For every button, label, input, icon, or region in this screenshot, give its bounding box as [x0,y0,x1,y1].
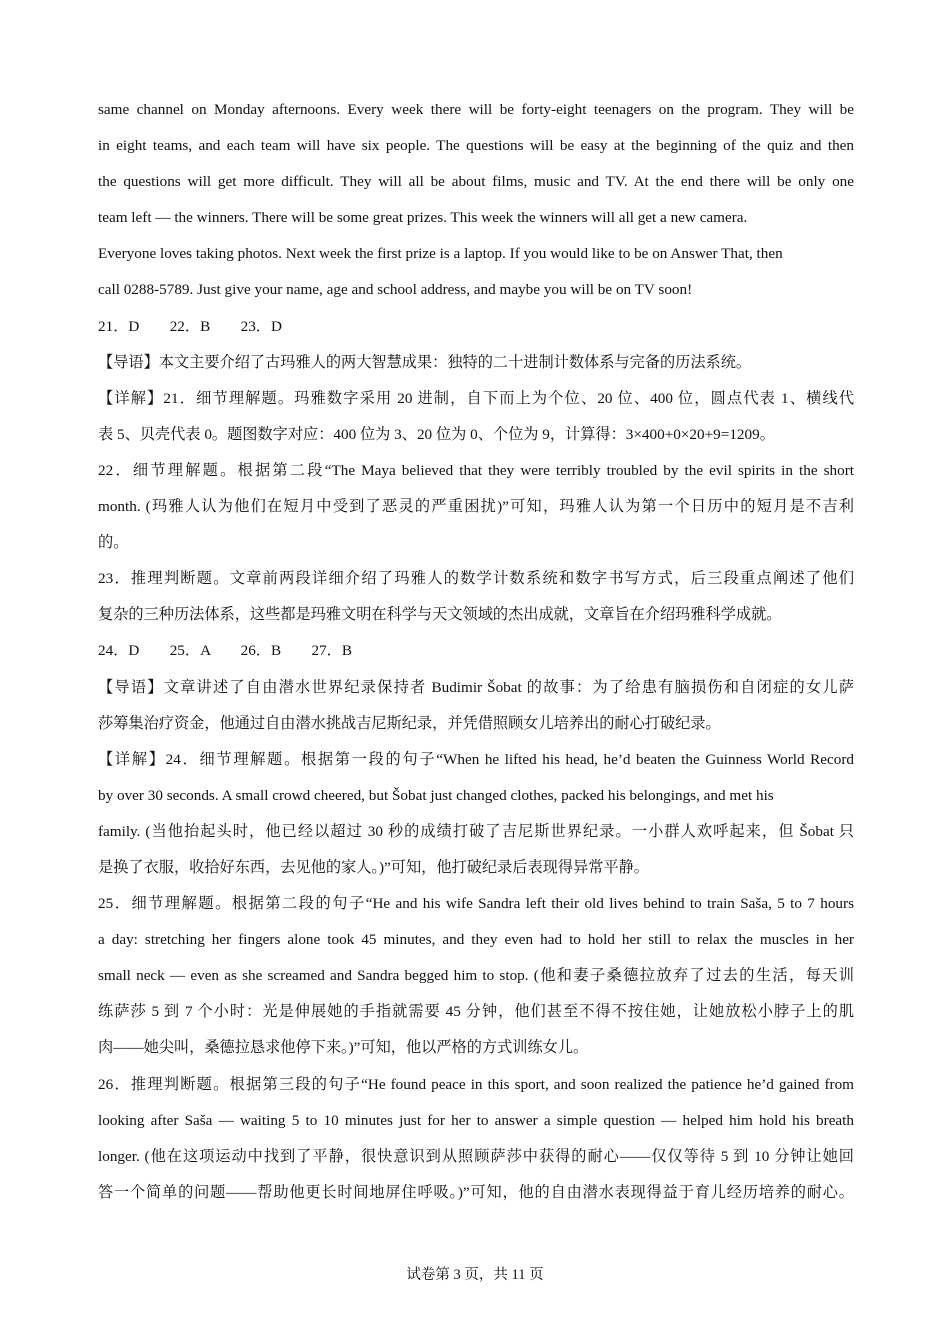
text-line: by over 30 seconds. A small crowd cheered, but Šobat just changed clothes, packed his belongings, and met his [98,786,774,804]
text-line: team left — the winners. There will be some great prizes. This week the winners will all get a new camera. [98,209,748,227]
text-line: 答一个简单的问题——帮助他更长时间地屏住呼吸。)”可知，他的自由潜水表现得益于育儿经历培养的耐心。 [98,1183,854,1201]
text-line: 25．细节理解题。根据第二段的句子“He and his wife Sandra left their old lives behind to train Saša, 5 to 7 hours [98,895,854,913]
text-line: same channel on Monday afternoons. Every week there will be forty-eight teenagers on the program. They will be [98,101,854,118]
text-line: the questions will get more difficult. They will all be about films, music and TV. At the end there will be only one [98,173,854,191]
document-body [98,92,854,1211]
text-line: month. (玛雅人认为他们在短月中受到了恶灵的严重困扰)”可知，玛雅人认为第一个日历中的短月是不吉利 [98,498,854,516]
text-line: 24．D 25．A 26．B 27．B [98,642,352,660]
text-line: Everyone loves taking photos. Next week the first prize is a laptop. If you would like to be on Answer That, then [98,245,783,263]
text-line: 复杂的三种历法体系，这些都是玛雅文明在科学与天文领域的杰出成就，文章旨在介绍玛雅科学成就。 [98,606,782,624]
text-line: 莎筹集治疗资金，他通过自由潜水挑战吉尼斯纪录，并凭借照顾女儿培养出的耐心打破纪录。 [98,714,721,732]
text-line: longer. (他在这项运动中找到了平静，很快意识到从照顾萨莎中获得的耐心——仅仅等待 5 到 10 分钟让她回 [98,1147,854,1165]
text-line: 【导语】文章讲述了自由潜水世界纪录保持者 Budimir Šobat 的故事：为了给患有脑损伤和自闭症的女儿萨 [98,678,854,696]
text-line: 23．推理判断题。文章前两段详细介绍了玛雅人的数学计数系统和数字书写方式，后三段重点阐述了他们 [98,570,854,588]
text-line: 肉——她尖叫，桑德拉恳求他停下来。)”可知，他以严格的方式训练女儿。 [98,1039,589,1057]
text-line: small neck — even as she screamed and Sandra begged him to stop. (他和妻子桑德拉放弃了过去的生活，每天训 [98,967,854,985]
text-line: 【详解】21．细节理解题。玛雅数字采用 20 进制，自下而上为个位、20 位、400 位，圆点代表 1、横线代 [98,389,854,407]
text-line: family. (当他抬起头时，他已经以超过 30 秒的成绩打破了吉尼斯世界纪录。一小群人欢呼起来，但 Šobat 只 [98,822,854,840]
text-line: 练萨莎 5 到 7 个小时：光是伸展她的手指就需要 45 分钟，他们甚至不得不按住她，让她放松小脖子上的肌 [98,1003,854,1021]
text-line: 26．推理判断题。根据第三段的句子“He found peace in this sport, and soon realized the patience he’d gained from [98,1075,854,1093]
text-line: a day: stretching her fingers alone took 45 minutes, and they even had to hold her still to relax the muscles in her [98,931,854,949]
text-line: looking after Saša — waiting 5 to 10 minutes just for her to answer a simple question — helped him hold his breath [98,1111,854,1129]
text-line: 的。 [98,534,129,552]
text-line: 【详解】24．细节理解题。根据第一段的句子“When he lifted his head, he’d beaten the Guinness World Record [98,750,854,768]
text-line: 21．D 22．B 23．D [98,317,282,335]
text-line: 表 5、贝壳代表 0。题图数字对应：400 位为 3、20 位为 0、个位为 9，计算得：3×400+0×20+9=1209。 [98,425,775,443]
text-line: 是换了衣服，收拾好东西，去见他的家人。)”可知，他打破纪录后表现得异常平静。 [98,858,649,876]
text-line: 【导语】本文主要介绍了古玛雅人的两大智慧成果：独特的二十进制计数体系与完备的历法系统。 [98,353,752,371]
text-line: in eight teams, and each team will have six people. The questions will be easy at the beginning of the quiz and then [98,137,854,155]
text-line: 22．细节理解题。根据第二段“The Maya believed that they were terribly troubled by the evil spirits in the short [98,461,854,479]
page-footer: 试卷第 3 页，共 11 页 [406,1267,544,1283]
text-line: call 0288-5789. Just give your name, age and school address, and maybe you will be on TV soon! [98,281,693,299]
